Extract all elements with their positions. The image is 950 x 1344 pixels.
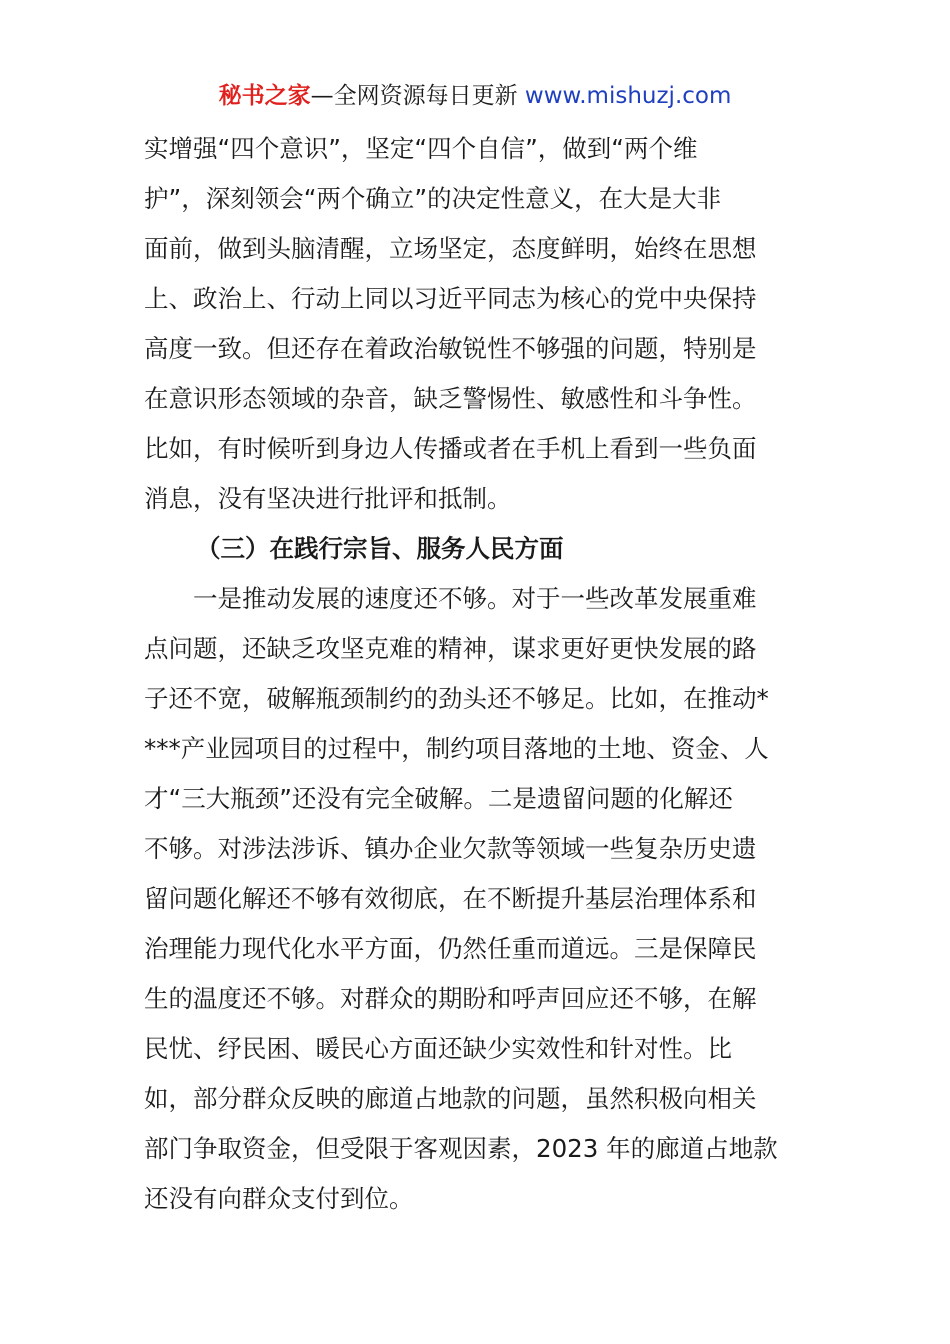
site-brand: 秘书之家: [218, 83, 311, 109]
site-tagline: —全网资源每日更新: [310, 83, 518, 109]
text-line: 民忧、纾民困、暖民心方面还缺少实效性和针对性。比: [144, 1034, 732, 1063]
text-line: 生的温度还不够。对群众的期盼和呼声回应还不够，在解: [144, 984, 757, 1013]
text-line: 实增强“四个意识”，坚定“四个自信”，做到“两个维: [144, 134, 698, 163]
text-line: 上、政治上、行动上同以习近平同志为核心的党中央保持: [144, 284, 757, 313]
page-header: [0, 78, 950, 114]
text-line: 高度一致。但还存在着政治敏锐性不够强的问题，特别是: [144, 334, 757, 363]
text-line: 子还不宽，破解瓶颈制约的劲头还不够足。比如，在推动*: [144, 684, 769, 713]
text-line: 消息，没有坚决进行批评和抵制。: [144, 484, 512, 513]
text-line: 不够。对涉法涉诉、镇办企业欠款等领域一些复杂历史遗: [144, 834, 757, 863]
text-line: 如，部分群众反映的廊道占地款的问题，虽然积极向相关: [144, 1084, 757, 1113]
document-body: [144, 124, 810, 1224]
text-line: 在意识形态领域的杂音，缺乏警惕性、敏感性和斗争性。: [144, 384, 757, 413]
text-line: 治理能力现代化水平方面，仍然任重而道远。三是保障民: [144, 934, 757, 963]
site-url-link[interactable]: www.mishuzj.com: [524, 83, 732, 109]
paragraph-first-line: 一是推动发展的速度还不够。对于一些改革发展重难: [193, 584, 757, 613]
text-line: 护”，深刻领会“两个确立”的决定性意义，在大是大非: [144, 184, 722, 213]
section-heading: （三）在践行宗旨、服务人民方面: [196, 534, 564, 563]
text-line: 部门争取资金，但受限于客观因素，2023 年的廊道占地款: [144, 1134, 778, 1163]
text-line: 留问题化解还不够有效彻底，在不断提升基层治理体系和: [144, 884, 757, 913]
text-line: 还没有向群众支付到位。: [144, 1184, 414, 1213]
text-line: 面前，做到头脑清醒，立场坚定，态度鲜明，始终在思想: [144, 234, 757, 263]
text-line: ***产业园项目的过程中，制约项目落地的土地、资金、人: [144, 734, 769, 763]
text-line: 才“三大瓶颈”还没有完全破解。二是遗留问题的化解还: [144, 784, 733, 813]
text-line: 比如，有时候听到身边人传播或者在手机上看到一些负面: [144, 434, 757, 463]
text-line: 点问题，还缺乏攻坚克难的精神，谋求更好更快发展的路: [144, 634, 757, 663]
